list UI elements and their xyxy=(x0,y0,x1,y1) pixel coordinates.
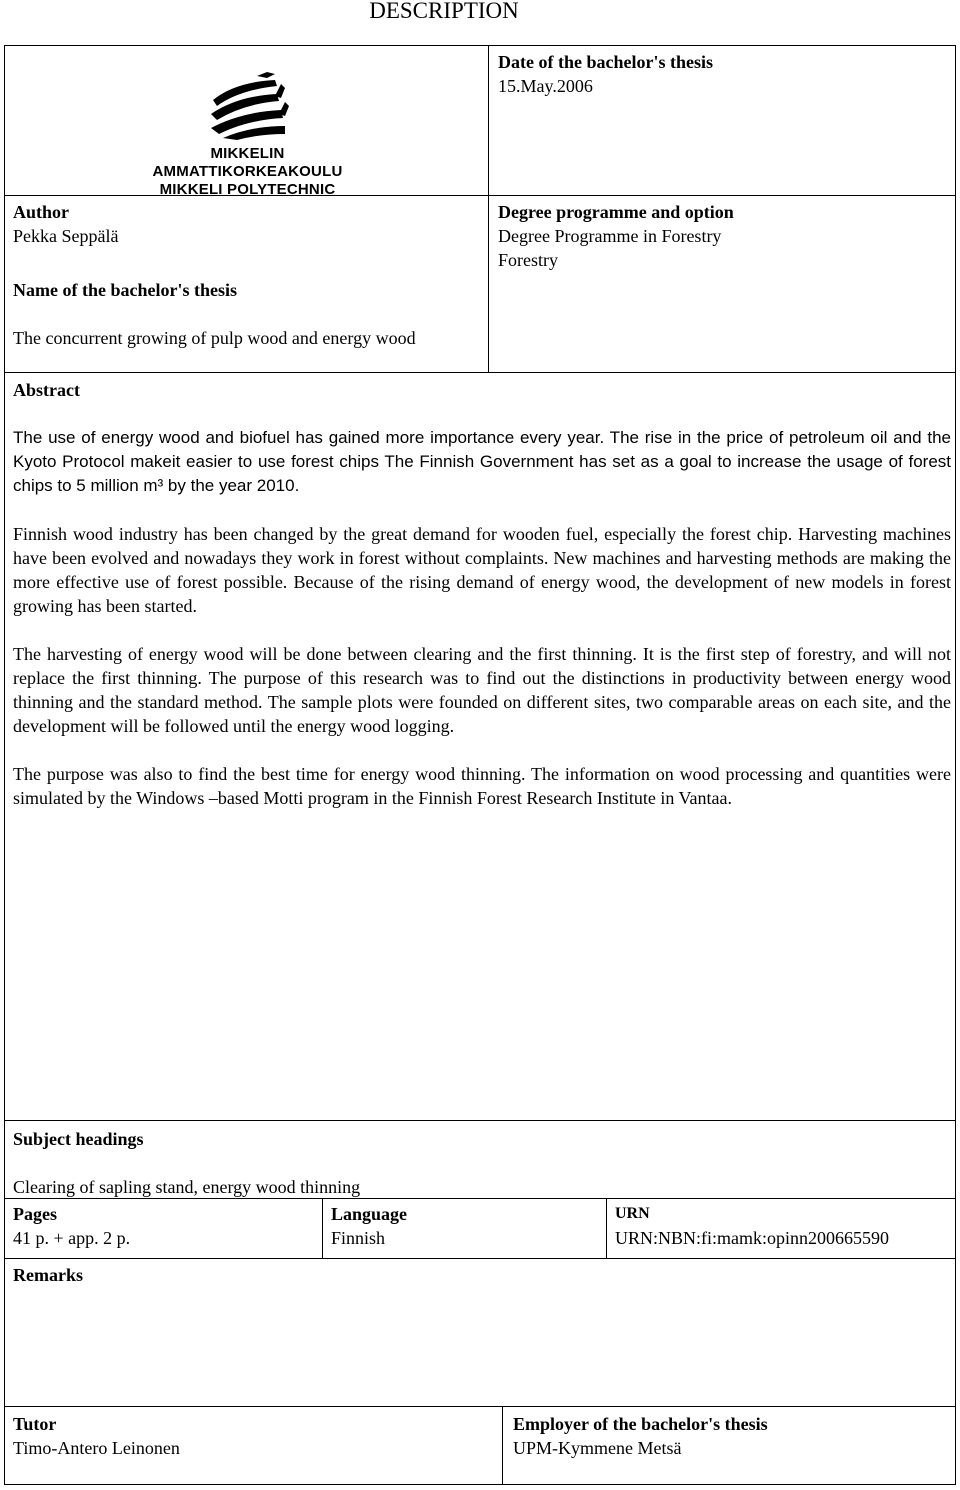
logo-text-line2: MIKKELI POLYTECHNIC xyxy=(159,181,336,198)
row-divider xyxy=(4,372,956,373)
employer-section xyxy=(513,1412,768,1460)
remarks-label: Remarks xyxy=(13,1265,83,1285)
column-divider xyxy=(488,45,489,372)
row-divider xyxy=(4,1406,956,1407)
tutor-value: Timo-Antero Leinonen xyxy=(13,1438,180,1458)
degree-section xyxy=(498,200,734,272)
column-divider xyxy=(502,1406,503,1485)
abstract-label: Abstract xyxy=(13,380,80,400)
language-value: Finnish xyxy=(331,1228,386,1248)
abstract-body xyxy=(13,426,951,834)
degree-option: Forestry xyxy=(498,250,558,270)
degree-label: Degree programme and option xyxy=(498,202,734,222)
author-value: Pekka Seppälä xyxy=(13,226,119,246)
row-divider xyxy=(4,1258,956,1259)
language-label: Language xyxy=(331,1204,408,1224)
urn-value: URN:NBN:fi:mamk:opinn200665590 xyxy=(615,1228,889,1248)
document-title: DESCRIPTION xyxy=(369,0,519,23)
subject-headings-label: Subject headings xyxy=(13,1129,144,1149)
polytechnic-logo xyxy=(125,68,370,198)
degree-programme: Degree Programme in Forestry xyxy=(498,226,722,246)
employer-label: Employer of the bachelor's thesis xyxy=(513,1414,768,1434)
thesis-name-label: Name of the bachelor's thesis xyxy=(13,280,237,300)
date-label: Date of the bachelor's thesis xyxy=(498,52,713,72)
abstract-paragraph: Finnish wood industry has been changed by the great demand for wooden fuel, especially the forest chip. Harvesting machines have been evolved and nowadays they work in forest without complaints. New machines and harvesting methods are making the more effective use of forest possible. Because of the rising demand of energy wood, the development of new models in forest growing has been started. xyxy=(13,524,951,616)
tutor-section xyxy=(13,1412,180,1460)
thesis-date xyxy=(498,50,713,98)
urn-section xyxy=(615,1202,889,1250)
abstract-paragraph: The harvesting of energy wood will be done between clearing and the first thinning. It is the first step of forestry, and will not replace the first thinning. The purpose of this research was to find out the distinctions in productivity between energy wood thinning and the standard method. The sample plots were founded on different sites, two comparable areas on each site, and the development will be followed until the energy wood logging. xyxy=(13,644,951,736)
pages-section xyxy=(13,1202,130,1250)
urn-label: URN xyxy=(615,1205,650,1222)
pages-label: Pages xyxy=(13,1204,57,1224)
subject-headings-value: Clearing of sapling stand, energy wood thinning xyxy=(13,1177,361,1197)
thesis-name-value: The concurrent growing of pulp wood and energy wood xyxy=(13,328,416,348)
tutor-label: Tutor xyxy=(13,1414,57,1434)
pages-value: 41 p. + app. 2 p. xyxy=(13,1228,131,1248)
language-section xyxy=(331,1202,407,1250)
logo-emblem-icon xyxy=(125,68,370,140)
author-section xyxy=(13,200,118,248)
abstract-paragraph: The purpose was also to find the best time for energy wood thinning. The information on wood processing and quantities were simulated by the Windows –based Motti program in the Finnish Forest Research Institute in Vantaa. xyxy=(13,764,951,808)
column-divider xyxy=(322,1198,323,1258)
employer-value: UPM-Kymmene Metsä xyxy=(513,1438,682,1458)
abstract-paragraph: The use of energy wood and biofuel has gained more importance every year. The rise in the price of petroleum oil and the Kyoto Protocol makeit easier to use forest chips The Finnish Government has set as a goal to increase the usage of forest chips to 5 million m³ by the year 2010. xyxy=(13,428,951,495)
date-value: 15.May.2006 xyxy=(498,76,593,96)
author-label: Author xyxy=(13,202,70,222)
column-divider xyxy=(606,1198,607,1258)
row-divider xyxy=(4,1120,956,1121)
logo-text-line1: MIKKELIN AMMATTIKORKEAKOULU xyxy=(152,145,343,180)
